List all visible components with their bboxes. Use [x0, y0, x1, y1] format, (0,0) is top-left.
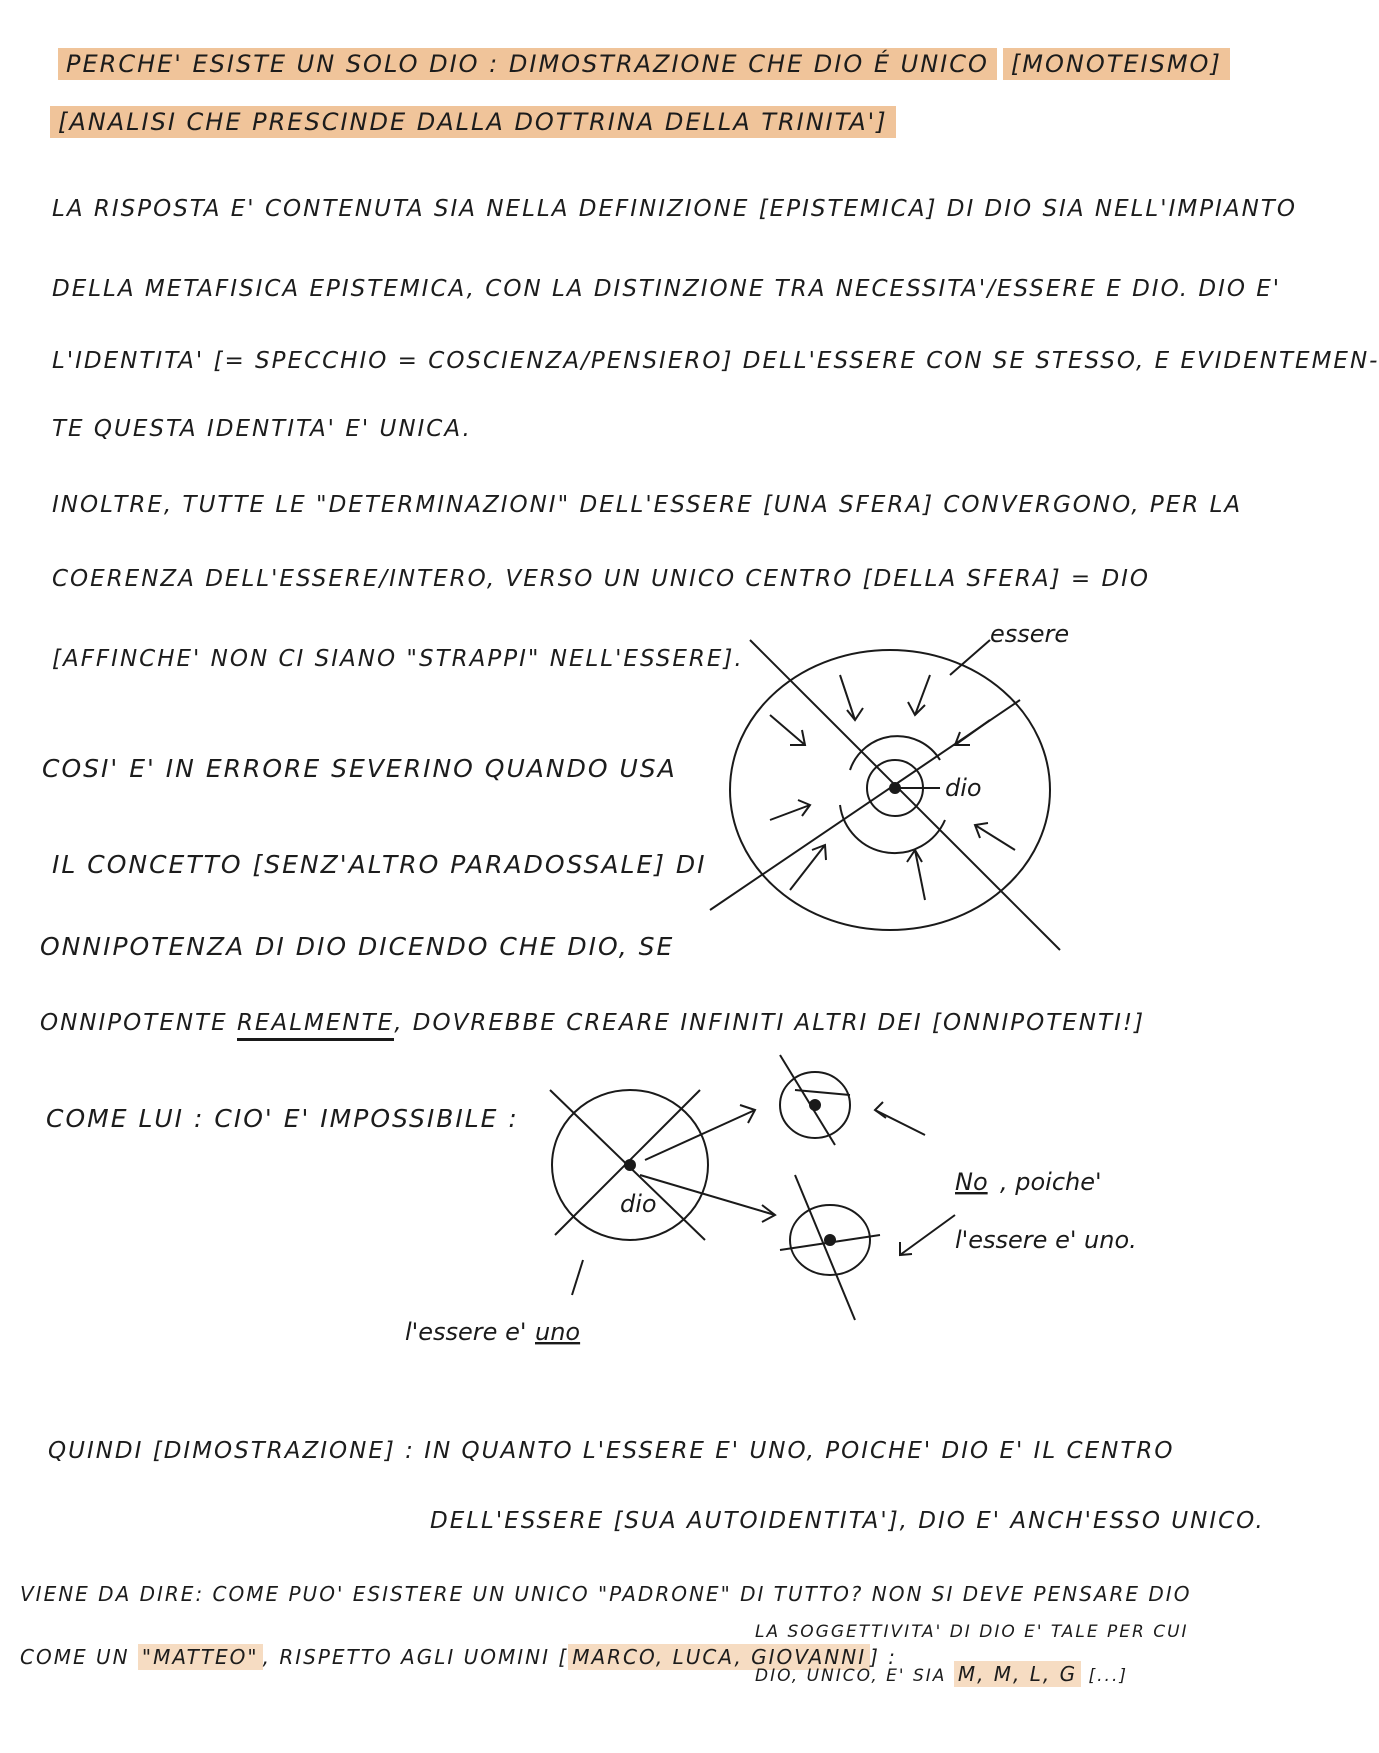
diagram2-label-bottom: l'essere e' [405, 1318, 527, 1346]
diagram1-label-essere: essere [990, 620, 1070, 648]
matteo-highlight: "MATTEO" [138, 1644, 263, 1670]
title-line-1 [58, 50, 1230, 78]
diagram1-label-dio: dio [945, 774, 982, 802]
title-line-2 [50, 108, 896, 136]
paragraph-5-right-1: LA SOGGETTIVITA' DI DIO E' TALE PER CUI [755, 1622, 1189, 1642]
diagram2-label-dio: dio [620, 1190, 657, 1218]
title-tag: [MONOTEISMO] [1003, 48, 1230, 80]
paragraph-1-line-3: L'IDENTITA' [= SPECCHIO = COSCIENZA/PENSIERO] DELL'ESSERE CON SE STESSO, E EVIDENTEMEN- [52, 348, 1379, 374]
come-un: COME UN [20, 1645, 130, 1669]
paragraph-1-line-2: DELLA METAFISICA EPISTEMICA, CON LA DISTINZIONE TRA NECESSITA'/ESSERE E DIO. DIO E' [52, 276, 1282, 302]
paragraph-3-line-2: IL CONCETTO [SENZ'ALTRO PARADOSSALE] DI [52, 850, 707, 879]
paragraph-4-line-2: DELL'ESSERE [SUA AUTOIDENTITA'], DIO E' ANCH'ESSO UNICO. [430, 1508, 1265, 1534]
paragraph-5-line-1: VIENE DA DIRE: COME PUO' ESISTERE UN UNICO "PADRONE" DI TUTTO? NON SI DEVE PENSARE DIO [20, 1582, 1192, 1606]
rispetto-agli-uomini: , RISPETTO AGLI UOMINI [ [262, 1645, 569, 1669]
paragraph-3-line-5: COME LUI : CIO' E' IMPOSSIBILE : [46, 1104, 519, 1133]
evangelists-highlight: MARCO, LUCA, GIOVANNI [568, 1644, 870, 1670]
closing-bracket: ] : [870, 1645, 898, 1669]
diagram2-label-uno: uno [535, 1318, 581, 1346]
paragraph-2-line-2: COERENZA DELL'ESSERE/INTERO, VERSO UN UNICO CENTRO [DELLA SFERA] = DIO [52, 566, 1151, 592]
realmente-underlined: REALMENTE [237, 1010, 394, 1041]
diagram2-label-reason: l'essere e' uno. [955, 1226, 1137, 1254]
dio-unico: DIO, UNICO, E' SIA [755, 1666, 947, 1686]
paragraph-5-right-2 [755, 1662, 1128, 1686]
paragraph-1-line-1: LA RISPOSTA E' CONTENUTA SIA NELLA DEFINIZIONE [EPISTEMICA] DI DIO SIA NELL'IMPIANTO [52, 196, 1297, 222]
paragraph-2-line-1: INOLTRE, TUTTE LE "DETERMINAZIONI" DELL'ESSERE [UNA SFERA] CONVERGONO, PER LA [52, 492, 1243, 518]
paragraph-2-line-3: [AFFINCHE' NON CI SIANO "STRAPPI" NELL'ESSERE]. [52, 646, 744, 672]
paragraph-3-line-4-rest: , DOVREBBE CREARE INFINITI ALTRI DEI [ONNIPOTENTI!] [394, 1010, 1146, 1036]
paragraph-3-line-4 [40, 1010, 1145, 1036]
mmlg-highlight: M, M, L, G [954, 1661, 1081, 1687]
paragraph-1-line-4: TE QUESTA IDENTITA' E' UNICA. [52, 416, 472, 442]
diagram2-label-no: No [955, 1168, 988, 1196]
paragraph-3-line-1: COSI' E' IN ERRORE SEVERINO QUANDO USA [42, 754, 677, 783]
ellipsis-bracket: [...] [1088, 1666, 1128, 1686]
paragraph-3-line-3: ONNIPOTENZA DI DIO DICENDO CHE DIO, SE [40, 932, 675, 961]
title-highlight: PERCHE' ESISTE UN SOLO DIO : DIMOSTRAZIONE CHE DIO É UNICO [58, 48, 997, 80]
paragraph-4-line-1: QUINDI [DIMOSTRAZIONE] : IN QUANTO L'ESSERE E' UNO, POICHE' DIO E' IL CENTRO [48, 1438, 1175, 1464]
sphere-convergence-diagram [690, 620, 1150, 960]
diagram2-label-poiche: , poiche' [1000, 1168, 1102, 1196]
onnipotente-word: ONNIPOTENTE [40, 1010, 228, 1036]
subtitle-highlight: [ANALISI CHE PRESCINDE DALLA DOTTRINA DELLA TRINITA'] [50, 106, 896, 138]
multiple-gods-diagram [400, 1050, 1137, 1360]
